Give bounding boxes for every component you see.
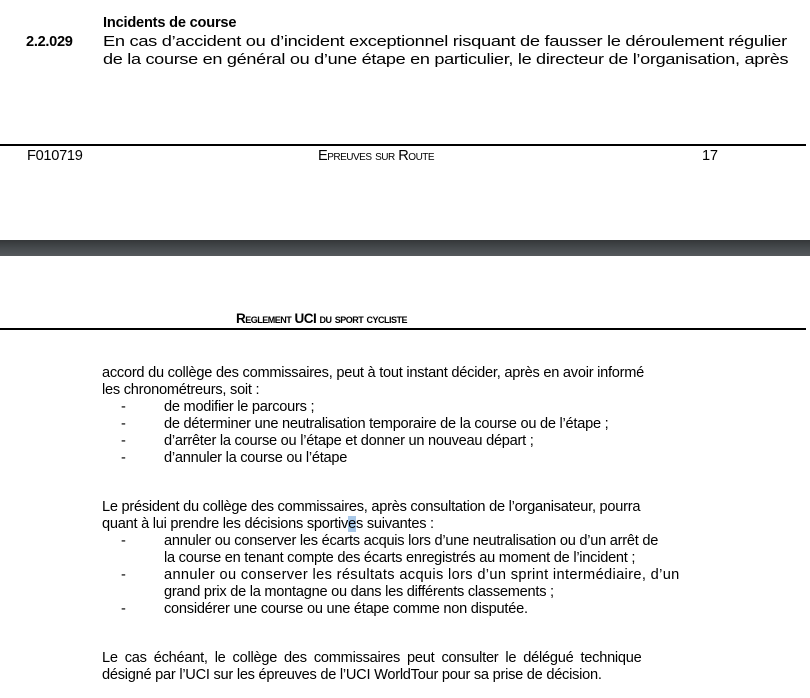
footer-document-code: F010719 bbox=[27, 148, 83, 164]
list-item-line: annuler ou conserver les écarts acquis lors d’une neutralisation ou d’un arrêt de bbox=[164, 533, 659, 549]
list-item: de déterminer une neutralisation temporaire de la course ou de l’étape ; bbox=[164, 416, 609, 432]
footer-title: Epreuves sur Route bbox=[318, 148, 435, 164]
list-bullet: - bbox=[121, 399, 126, 415]
article-number: 2.2.029 bbox=[26, 34, 73, 50]
paragraph-line: Le président du collège des commissaires, après consultation de l’organisateur, pourra bbox=[102, 499, 641, 515]
list-bullet: - bbox=[121, 601, 126, 617]
page-separator bbox=[0, 240, 810, 256]
list-item-line: grand prix de la montagne ou dans les différents classements ; bbox=[164, 584, 554, 600]
header-title: Reglement UCI du sport cycliste bbox=[236, 311, 408, 326]
paragraph-text: s suivantes : bbox=[355, 516, 434, 532]
article-heading: Incidents de course bbox=[103, 15, 237, 31]
footer-page-number: 17 bbox=[702, 148, 718, 164]
list-item-line: la course en tenant compte des écarts enregistrés au moment de l’incident ; bbox=[164, 550, 636, 566]
paragraph-line: les chronométreurs, soit : bbox=[102, 382, 260, 398]
list-bullet: - bbox=[121, 450, 126, 466]
list-bullet: - bbox=[121, 567, 126, 583]
list-item: d’arrêter la course ou l’étape et donner un nouveau départ ; bbox=[164, 433, 534, 449]
list-item-line: considérer une course ou une étape comme non disputée. bbox=[164, 601, 528, 617]
list-item-line: annuler ou conserver les résultats acquis lors d’un sprint intermédiaire, d’un bbox=[164, 567, 680, 583]
list-bullet: - bbox=[121, 416, 126, 432]
list-item: d’annuler la course ou l’étape bbox=[164, 450, 348, 466]
list-bullet: - bbox=[121, 533, 126, 549]
paragraph-line[interactable] bbox=[102, 516, 434, 533]
footer-rule bbox=[0, 144, 806, 146]
article-text-line: En cas d’accident ou d’incident exceptionnel risquant de fausser le déroulement régulier bbox=[103, 34, 787, 50]
paragraph-line: accord du collège des commissaires, peut à tout instant décider, après en avoir informé bbox=[102, 365, 645, 381]
paragraph-text: quant à lui prendre les décisions sportiv bbox=[102, 516, 349, 532]
article-text-line: de la course en général ou d’une étape en particulier, le directeur de l’organisation, après bbox=[103, 52, 789, 68]
paragraph-line: Le cas échéant, le collège des commissaires peut consulter le délégué technique bbox=[102, 650, 642, 666]
text-selection[interactable]: e bbox=[348, 516, 356, 532]
list-bullet: - bbox=[121, 433, 126, 449]
list-item: de modifier le parcours ; bbox=[164, 399, 315, 415]
paragraph-line: désigné par l’UCI sur les épreuves de l’UCI WorldTour pour sa prise de décision. bbox=[102, 667, 602, 683]
header-rule bbox=[0, 328, 806, 330]
